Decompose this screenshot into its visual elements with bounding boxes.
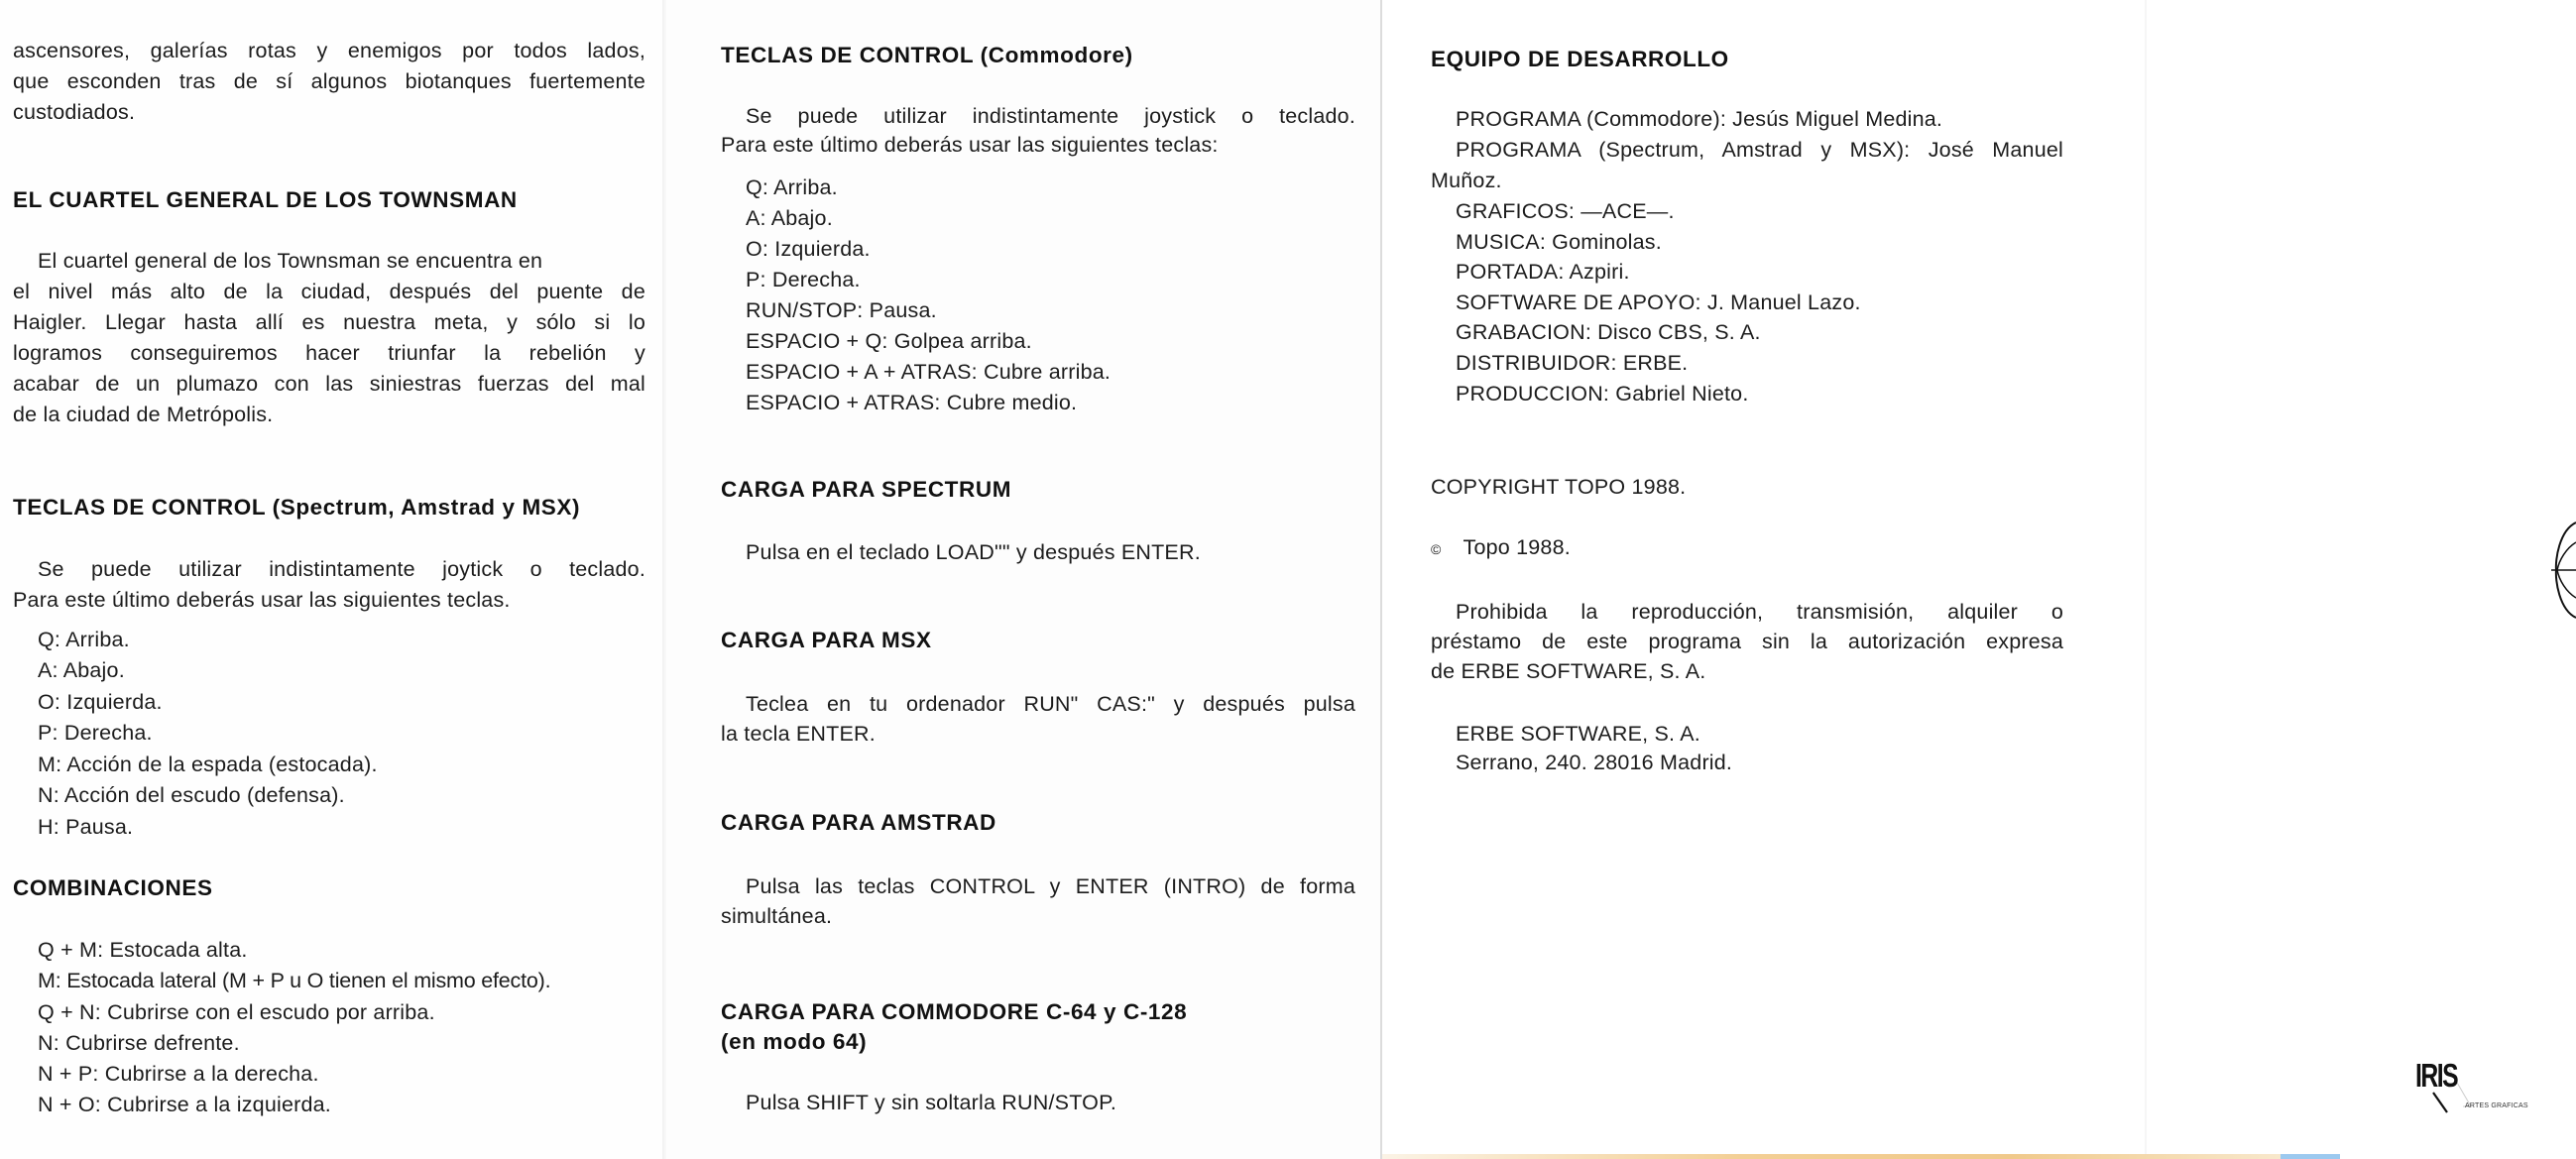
key-item: O: Izquierda. [38,690,163,714]
hq-line: Haigler. Llegar hasta allí es nuestra meta, y sólo si lo [13,310,645,334]
printer-logo [2411,1057,2530,1126]
key-item: H: Pausa. [38,815,134,839]
panel-right [1382,0,2576,1159]
key-item: N: Acción del escudo (defensa). [38,783,345,807]
section-title-spectrum: CARGA PARA SPECTRUM [721,477,1012,502]
hq-line: logramos conseguiremos hacer triunfar la rebelión y [13,341,645,365]
printer-logo-subtitle: ARTES GRAFICAS [2465,1102,2528,1109]
section-title-combos: COMBINACIONES [13,875,213,900]
hq-line: el nivel más alto de la ciudad, después del puente de [13,280,645,303]
key-item: ESPACIO + ATRAS: Cubre medio. [746,391,1078,414]
section-title-hq: EL CUARTEL GENERAL DE LOS TOWNSMAN [13,187,518,212]
key-item: ESPACIO + Q: Golpea arriba. [746,329,1032,353]
section-title-team: EQUIPO DE DESARROLLO [1431,47,1729,71]
section-title-msx: CARGA PARA MSX [721,628,932,652]
key-item: M: Acción de la espada (estocada). [38,753,378,776]
amstrad-line: simultánea. [721,904,833,928]
msx-line: Teclea en tu ordenador RUN" CAS:" y después pulsa [746,692,1355,716]
credit-line: PRODUCCION: Gabriel Nieto. [1456,382,1749,406]
amstrad-line: Pulsa las teclas CONTROL y ENTER (INTRO) de forma [746,874,1355,898]
copyright-text: COPYRIGHT TOPO 1988. [1431,475,1687,499]
intro-line: ascensores, galerías rotas y enemigos por todos lados, [13,39,645,62]
section-title-amstrad: CARGA PARA AMSTRAD [721,810,996,835]
commodore-line: Para este último deberás usar las siguientes teclas: [721,133,1219,157]
hq-line: acabar de un plumazo con las siniestras fuerzas del mal [13,372,645,396]
commodore-line: Se puede utilizar indistintamente joystick o teclado. [746,104,1355,128]
address-line: ERBE SOFTWARE, S. A. [1456,722,1700,746]
intro-line: que esconden tras de sí algunos biotanques fuertemente [13,69,645,93]
copyright-short: Topo 1988. [1463,535,1571,559]
combo-item: Q + M: Estocada alta. [38,938,248,962]
printer-logo-name: IRIS [2415,1057,2458,1094]
msx-line: la tecla ENTER. [721,722,876,746]
key-item: A: Abajo. [38,658,125,682]
combo-item: M: Estocada lateral (M + P u O tienen el mismo efecto). [38,969,551,992]
c64-line: Pulsa SHIFT y sin soltarla RUN/STOP. [746,1091,1117,1114]
key-item: Q: Arriba. [38,628,130,651]
combo-item: N: Cubrirse defrente. [38,1031,240,1055]
credit-line: PROGRAMA (Spectrum, Amstrad y MSX): José Manuel [1456,138,2063,162]
credit-line: PROGRAMA (Commodore): Jesús Miguel Medina. [1456,107,1943,131]
key-item: P: Derecha. [746,268,861,291]
key-item: O: Izquierda. [746,237,871,261]
combo-item: N + P: Cubrirse a la derecha. [38,1062,319,1086]
hq-line: de la ciudad de Metrópolis. [13,403,274,426]
section-title-c64-sub: (en modo 64) [721,1029,868,1054]
key-item: P: Derecha. [38,721,153,745]
credit-line: Muñoz. [1431,169,1502,192]
globe-emblem-icon [2551,521,2576,620]
credit-line: GRAFICOS: —ACE—. [1456,199,1675,223]
credit-line: SOFTWARE DE APOYO: J. Manuel Lazo. [1456,290,1861,314]
section-title-commodore-controls: TECLAS DE CONTROL (Commodore) [721,43,1133,67]
hq-line: El cuartel general de los Townsman se encuentra en [38,249,543,273]
credit-line: PORTADA: Azpiri. [1456,260,1630,284]
spectrum-line: Pulsa en el teclado LOAD"" y después ENTER. [746,540,1201,564]
credit-line: GRABACION: Disco CBS, S. A. [1456,320,1761,344]
combo-item: Q + N: Cubrirse con el escudo por arriba. [38,1000,435,1024]
key-item: Q: Arriba. [746,175,838,199]
section-title-controls: TECLAS DE CONTROL (Spectrum, Amstrad y MSX) [13,495,581,520]
section-title-c64: CARGA PARA COMMODORE C-64 y C-128 [721,999,1188,1024]
cover-edge-orange [1382,1154,2281,1159]
fold-line [2145,0,2147,1159]
controls-line: Para este último deberás usar las siguientes teclas. [13,588,511,612]
combo-item: N + O: Cubrirse a la izquierda. [38,1093,331,1116]
legal-line: de ERBE SOFTWARE, S. A. [1431,659,1706,683]
key-item: RUN/STOP: Pausa. [746,298,937,322]
copyright-icon: © [1431,541,1442,557]
legal-line: préstamo de este programa sin la autorización expresa [1431,630,2063,653]
fold-line [1380,0,1382,1159]
credit-line: MUSICA: Gominolas. [1456,230,1662,254]
intro-line: custodiados. [13,100,136,124]
copyright-line [1431,532,1571,563]
address-line: Serrano, 240. 28016 Madrid. [1456,751,1733,774]
key-item: ESPACIO + A + ATRAS: Cubre arriba. [746,360,1112,384]
key-item: A: Abajo. [746,206,833,230]
fold-line [662,0,666,1159]
credit-line: DISTRIBUIDOR: ERBE. [1456,351,1689,375]
controls-line: Se puede utilizar indistintamente joytick o teclado. [38,557,645,581]
legal-line: Prohibida la reproducción, transmisión, alquiler o [1456,600,2063,624]
cover-edge-blue [2281,1154,2340,1159]
